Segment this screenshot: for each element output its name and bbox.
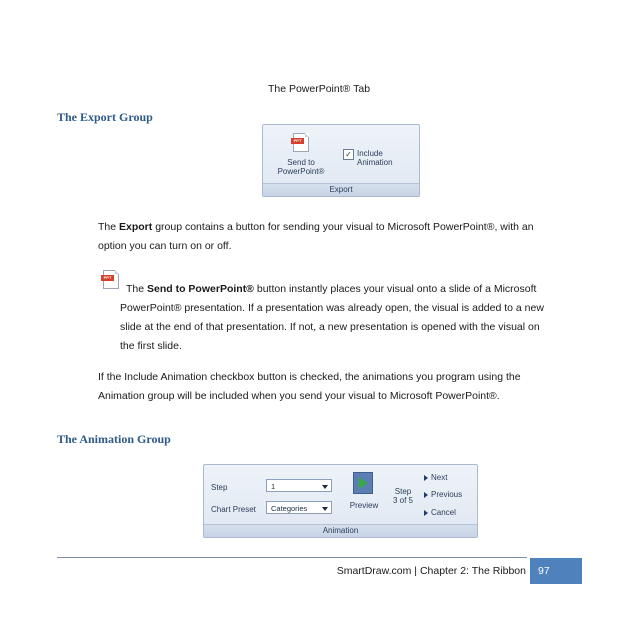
animation-checkbox-paragraph-line1: If the Include Animation checkbox button is checked, the animations you program using the (98, 371, 521, 383)
export-ribbon-group (262, 124, 420, 197)
document-title: The PowerPoint® Tab (267, 83, 371, 95)
include-animation-label-line2: Animation (357, 158, 393, 167)
include-animation-label-line1: Include (357, 149, 383, 158)
play-icon (424, 510, 428, 516)
chart-preset-label: Chart Preset (211, 505, 256, 514)
powerpoint-icon: PPT (293, 133, 309, 152)
animation-checkbox-paragraph-line2: Animation group will be included when you send your visual to Microsoft PowerPoint®. (98, 390, 500, 402)
send-paragraph-line2: PowerPoint® presentation. If a presentation was already open, the visual is added to a new (120, 302, 544, 314)
next-button[interactable]: Next (424, 473, 447, 482)
export-paragraph-line1: The Export group contains a button for sending your visual to Microsoft PowerPoint®, with an (98, 221, 534, 233)
preview-button[interactable] (342, 469, 386, 515)
play-icon (424, 475, 428, 481)
preview-label: Preview (349, 501, 379, 510)
footer-text: SmartDraw.com | Chapter 2: The Ribbon (336, 565, 526, 577)
send-paragraph-line3: slide at the end of that presentation. If not, a new presentation is opened with the visual on (120, 321, 540, 333)
step-counter-line2: 3 of 5 (392, 496, 413, 505)
chart-preset-dropdown[interactable]: Categories (266, 501, 332, 514)
page-number: 97 (530, 558, 582, 584)
animation-group-label: Animation (204, 524, 477, 537)
play-icon (424, 492, 428, 498)
chevron-down-icon (322, 485, 328, 489)
send-paragraph-line4: the first slide. (120, 340, 182, 352)
preview-icon (353, 472, 373, 494)
export-group-label: Export (263, 183, 419, 196)
previous-button[interactable]: Previous (424, 490, 462, 499)
step-label: Step (211, 483, 228, 492)
chevron-down-icon (322, 507, 328, 511)
cancel-button[interactable]: Cancel (424, 508, 456, 517)
export-group-heading: The Export Group (57, 110, 153, 124)
include-animation-checkbox[interactable]: ✓ (343, 149, 354, 160)
send-paragraph-line1: The Send to PowerPoint® button instantly places your visual onto a slide of a Microsoft (126, 283, 537, 295)
step-dropdown[interactable]: 1 (266, 479, 332, 492)
send-to-powerpoint-button[interactable] (271, 129, 331, 179)
export-paragraph-line2: option you can turn on or off. (98, 240, 232, 252)
animation-ribbon-group (203, 464, 478, 538)
send-to-powerpoint-icon: PPT (103, 270, 119, 289)
step-counter-line1: Step (394, 487, 412, 496)
send-to-label-line2: PowerPoint® (277, 167, 325, 176)
send-to-label-line1: Send to (287, 158, 315, 167)
footer-divider (57, 557, 527, 558)
animation-group-heading: The Animation Group (57, 432, 171, 446)
